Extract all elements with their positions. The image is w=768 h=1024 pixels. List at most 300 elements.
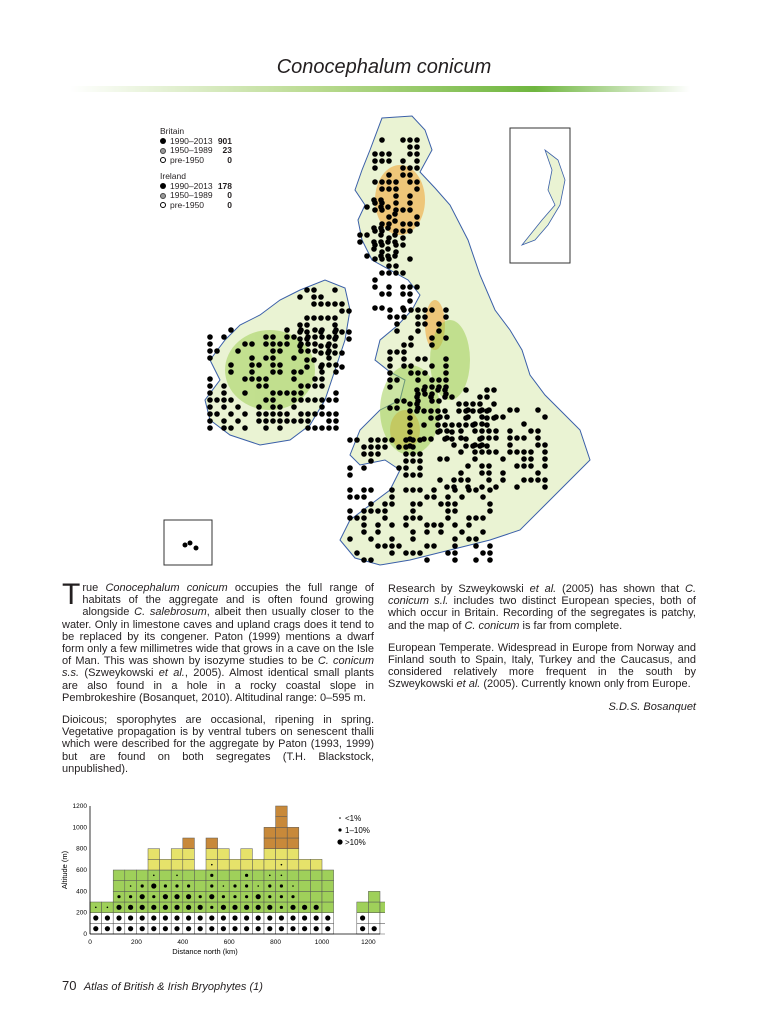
record-dot — [521, 435, 527, 441]
record-dot — [319, 383, 325, 389]
occupancy-dot — [221, 926, 226, 931]
record-dot — [305, 348, 311, 354]
record-dot — [379, 270, 385, 276]
record-dot — [298, 411, 304, 417]
record-dot — [277, 418, 283, 424]
record-dot — [375, 522, 381, 528]
occupancy-dot — [209, 915, 214, 920]
record-dot — [263, 334, 269, 340]
record-dot — [382, 501, 388, 507]
occupancy-dot — [314, 905, 319, 910]
record-dot — [417, 437, 423, 443]
record-dot — [277, 341, 283, 347]
record-dot — [473, 487, 479, 493]
record-dot — [445, 515, 451, 521]
record-dot — [387, 356, 393, 362]
record-dot — [228, 362, 234, 368]
record-dot — [361, 522, 367, 528]
record-dot — [500, 470, 506, 476]
record-dot — [410, 458, 416, 464]
record-dot — [436, 328, 442, 334]
record-dot — [443, 377, 449, 383]
record-dot — [379, 186, 385, 192]
page-title: Conocephalum conicum — [276, 56, 492, 78]
record-dot — [445, 494, 451, 500]
record-dot — [312, 425, 318, 431]
record-dot — [528, 463, 534, 469]
occupancy-dot — [360, 915, 365, 920]
record-dot — [297, 322, 303, 328]
altitude-cell — [218, 859, 230, 870]
record-dot — [507, 428, 513, 434]
x-tick-label: 0 — [88, 939, 92, 946]
occupancy-dot — [163, 894, 168, 899]
occupancy-dot — [174, 905, 179, 910]
record-dot — [221, 397, 227, 403]
record-dot — [400, 207, 406, 213]
record-dot — [221, 404, 227, 410]
record-dot — [473, 536, 479, 542]
record-dot — [319, 411, 325, 417]
record-dot — [400, 235, 406, 241]
record-dot — [403, 550, 409, 556]
record-dot — [443, 314, 449, 320]
record-dot — [387, 349, 393, 355]
record-dot — [304, 364, 310, 370]
altitude-cell — [206, 849, 218, 860]
record-dot — [339, 329, 345, 335]
record-dot — [386, 270, 392, 276]
record-dot — [368, 508, 374, 514]
record-dot — [361, 557, 367, 563]
record-dot — [528, 449, 534, 455]
record-dot — [387, 363, 393, 369]
y-tick-label: 200 — [76, 909, 87, 917]
record-dot — [442, 394, 448, 400]
record-dot — [428, 408, 434, 414]
record-dot — [414, 387, 420, 393]
occupancy-dot — [211, 864, 213, 866]
occupancy-dot — [233, 895, 236, 898]
y-axis-label: Altitude (m) — [60, 850, 69, 890]
record-dot — [408, 370, 414, 376]
record-dot — [333, 369, 339, 375]
record-dot — [507, 442, 513, 448]
record-dot — [480, 494, 486, 500]
record-dot — [270, 348, 276, 354]
record-dot — [410, 536, 416, 542]
record-dot — [235, 348, 241, 354]
record-dot — [466, 536, 472, 542]
record-dot — [389, 522, 395, 528]
record-dot — [486, 428, 492, 434]
record-dot — [333, 411, 339, 417]
occupancy-dot — [244, 905, 249, 910]
record-dot — [372, 158, 378, 164]
occupancy-dot — [186, 926, 191, 931]
record-dot — [408, 307, 414, 313]
x-tick-label: 1000 — [314, 939, 330, 946]
altitude-cell — [171, 859, 183, 870]
record-dot — [298, 397, 304, 403]
occupancy-dot — [244, 915, 249, 920]
record-dot — [414, 408, 420, 414]
record-dot — [400, 221, 406, 227]
record-dot — [403, 437, 409, 443]
record-dot — [372, 284, 378, 290]
record-dot — [207, 348, 213, 354]
record-dot — [214, 411, 220, 417]
record-dot — [339, 308, 345, 314]
record-dot — [270, 404, 276, 410]
record-dot — [535, 442, 541, 448]
record-dot — [445, 550, 451, 556]
record-dot — [422, 356, 428, 362]
record-dot — [256, 404, 262, 410]
record-dot — [368, 451, 374, 457]
record-dot — [347, 515, 353, 521]
record-dot — [304, 287, 310, 293]
record-dot — [486, 463, 492, 469]
record-dot — [270, 397, 276, 403]
altitude-cell — [160, 859, 172, 870]
record-dot — [407, 179, 413, 185]
record-dot — [318, 350, 324, 356]
record-dot — [318, 294, 324, 300]
occupancy-dot — [198, 926, 203, 931]
record-dot — [318, 364, 324, 370]
record-dot — [311, 315, 317, 321]
record-dot — [542, 449, 548, 455]
record-dot — [444, 435, 450, 441]
record-dot — [410, 472, 416, 478]
occupancy-dot — [130, 885, 132, 887]
altitude-cell — [299, 859, 311, 870]
altitude-cell — [380, 913, 385, 924]
record-dot — [277, 411, 283, 417]
record-dot — [438, 522, 444, 528]
record-dot — [284, 341, 290, 347]
author-credit: S.D.S. Bosanquet — [608, 700, 696, 713]
occupancy-dot — [256, 894, 261, 899]
record-dot — [242, 341, 248, 347]
record-dot — [368, 557, 374, 563]
record-dot — [417, 515, 423, 521]
altitude-cell — [264, 849, 276, 860]
record-dot — [521, 463, 527, 469]
record-dot — [452, 501, 458, 507]
record-dot — [263, 418, 269, 424]
altitude-cell — [287, 827, 299, 838]
record-dot — [466, 487, 472, 493]
altitude-cell — [148, 849, 160, 860]
record-dot — [493, 414, 499, 420]
record-dot — [228, 425, 234, 431]
record-dot — [452, 550, 458, 556]
record-dot — [375, 543, 381, 549]
chart-legend-label: >10% — [345, 838, 366, 847]
occupancy-dot — [198, 905, 203, 910]
record-dot — [291, 369, 297, 375]
record-dot — [256, 411, 262, 417]
record-dot — [415, 314, 421, 320]
altitude-cell — [264, 838, 276, 849]
record-dot — [312, 334, 318, 340]
record-dot — [452, 543, 458, 549]
record-dot — [393, 200, 399, 206]
record-dot — [479, 421, 485, 427]
record-dot — [452, 522, 458, 528]
record-dot — [436, 377, 442, 383]
record-dot — [256, 376, 262, 382]
altitude-cell — [194, 881, 206, 892]
record-dot — [424, 557, 430, 563]
record-dot — [528, 456, 534, 462]
altitude-cell — [322, 891, 334, 902]
record-dot — [435, 408, 441, 414]
record-dot — [354, 515, 360, 521]
record-dot — [408, 363, 414, 369]
record-dot — [414, 401, 420, 407]
record-dot — [514, 463, 520, 469]
record-dot — [542, 484, 548, 490]
occupancy-dot — [245, 884, 248, 887]
record-dot — [401, 342, 407, 348]
record-dot — [472, 421, 478, 427]
record-dot — [277, 362, 283, 368]
record-dot — [332, 315, 338, 321]
record-dot — [393, 263, 399, 269]
record-dot — [521, 449, 527, 455]
record-dot — [284, 334, 290, 340]
record-dot — [319, 334, 325, 340]
record-dot — [493, 435, 499, 441]
occupancy-dot — [174, 894, 179, 899]
record-dot — [298, 369, 304, 375]
record-dot — [284, 418, 290, 424]
record-dot — [312, 341, 318, 347]
record-dot — [442, 408, 448, 414]
record-dot — [463, 401, 469, 407]
altitude-cell — [287, 838, 299, 849]
altitude-cell — [276, 849, 288, 860]
record-dot — [277, 348, 283, 354]
record-dot — [466, 515, 472, 521]
record-dot — [415, 370, 421, 376]
record-dot — [393, 270, 399, 276]
record-dot — [392, 211, 398, 217]
record-dot — [270, 334, 276, 340]
record-dot — [500, 456, 506, 462]
record-dot — [385, 225, 391, 231]
record-dot — [387, 307, 393, 313]
legend-ireland-heading: Ireland — [160, 171, 186, 181]
altitude-cell — [276, 827, 288, 838]
occupancy-dot — [174, 926, 179, 931]
record-dot — [270, 355, 276, 361]
record-dot — [424, 529, 430, 535]
altitude-cell — [183, 859, 195, 870]
record-dot — [465, 414, 471, 420]
record-dot — [368, 501, 374, 507]
record-dot — [452, 557, 458, 563]
record-dot — [437, 456, 443, 462]
record-dot — [357, 239, 363, 245]
record-dot — [459, 529, 465, 535]
occupancy-dot — [221, 915, 226, 920]
record-dot — [542, 414, 548, 420]
record-dot — [445, 508, 451, 514]
occupancy-dot — [372, 926, 377, 931]
record-dot — [428, 415, 434, 421]
record-dot — [473, 557, 479, 563]
record-dot — [400, 270, 406, 276]
record-dot — [465, 477, 471, 483]
record-dot — [400, 291, 406, 297]
record-dot — [415, 321, 421, 327]
record-dot — [387, 384, 393, 390]
record-dot — [270, 341, 276, 347]
record-dot — [407, 256, 413, 262]
record-dot — [368, 437, 374, 443]
record-dot — [339, 364, 345, 370]
altitude-cell — [322, 870, 334, 881]
record-dot — [325, 315, 331, 321]
occupancy-dot — [290, 905, 295, 910]
occupancy-dot — [176, 875, 178, 877]
occupancy-dot — [256, 905, 261, 910]
occupancy-dot — [140, 915, 145, 920]
record-dot — [277, 369, 283, 375]
record-dot — [386, 263, 392, 269]
record-dot — [429, 342, 435, 348]
record-dot — [382, 508, 388, 514]
record-dot — [386, 172, 392, 178]
record-dot — [449, 394, 455, 400]
record-dot — [472, 456, 478, 462]
record-dot — [401, 314, 407, 320]
record-dot — [435, 422, 441, 428]
record-dot — [347, 508, 353, 514]
record-dot — [256, 362, 262, 368]
record-dot — [410, 437, 416, 443]
occupancy-dot — [140, 905, 145, 910]
occupancy-dot — [244, 926, 249, 931]
record-dot — [535, 407, 541, 413]
record-dot — [325, 350, 331, 356]
altitude-cell — [368, 902, 380, 913]
record-dot — [521, 421, 527, 427]
occupancy-dot — [199, 895, 202, 898]
record-dot — [332, 287, 338, 293]
record-dot — [473, 543, 479, 549]
altitude-cell — [264, 827, 276, 838]
record-dot — [421, 422, 427, 428]
record-dot — [361, 529, 367, 535]
occupancy-dot — [116, 926, 121, 931]
record-dot — [401, 363, 407, 369]
record-dot — [305, 383, 311, 389]
record-dot — [458, 428, 464, 434]
record-dot — [354, 550, 360, 556]
record-dot — [422, 307, 428, 313]
record-dot — [466, 522, 472, 528]
altitude-cell — [310, 859, 322, 870]
record-dot — [207, 425, 213, 431]
record-dot — [403, 515, 409, 521]
record-dot — [214, 348, 220, 354]
occupancy-dot — [210, 884, 213, 887]
record-dot — [422, 321, 428, 327]
record-dot — [444, 484, 450, 490]
record-dot — [207, 404, 213, 410]
record-dot — [382, 543, 388, 549]
altitude-cell — [113, 870, 125, 881]
record-dot — [417, 550, 423, 556]
record-dot — [463, 422, 469, 428]
chart-legend-dot — [338, 828, 341, 831]
occupancy-dot — [140, 894, 145, 899]
occupancy-dot — [233, 884, 236, 887]
record-dot — [332, 301, 338, 307]
legend-row: 1950–1989 0 — [160, 191, 232, 201]
record-dot — [459, 494, 465, 500]
record-dot — [242, 425, 248, 431]
title-rule — [70, 86, 690, 92]
record-dot — [429, 384, 435, 390]
record-dot — [424, 494, 430, 500]
record-dot — [346, 336, 352, 342]
occupancy-dot — [153, 875, 155, 877]
record-dot — [407, 221, 413, 227]
record-dot — [407, 151, 413, 157]
record-dot — [386, 179, 392, 185]
record-dot — [347, 536, 353, 542]
occupancy-dot — [268, 895, 271, 898]
record-dot — [291, 376, 297, 382]
record-dot — [312, 376, 318, 382]
occupancy-dot — [93, 926, 98, 931]
occupancy-dot — [186, 915, 191, 920]
record-dot — [228, 327, 234, 333]
record-dot — [507, 435, 513, 441]
record-dot — [270, 418, 276, 424]
footer-title: Atlas of British & Irish Bryophytes (1) — [83, 981, 263, 993]
record-dot — [396, 543, 402, 549]
occupancy-dot — [223, 885, 225, 887]
altitude-cell — [276, 806, 288, 817]
record-dot — [263, 383, 269, 389]
record-dot — [410, 444, 416, 450]
occupancy-dot — [174, 915, 179, 920]
record-dot — [325, 301, 331, 307]
record-dot — [221, 390, 227, 396]
record-dot — [298, 390, 304, 396]
record-dot — [214, 397, 220, 403]
altitude-cell — [171, 849, 183, 860]
record-dot — [487, 508, 493, 514]
occupancy-dot — [279, 926, 284, 931]
record-dot — [470, 408, 476, 414]
record-dot — [368, 444, 374, 450]
occupancy-dot — [128, 915, 133, 920]
record-dot — [375, 444, 381, 450]
record-dot — [371, 225, 377, 231]
record-dot — [291, 418, 297, 424]
record-dot — [429, 377, 435, 383]
record-dot — [410, 550, 416, 556]
record-dot — [403, 487, 409, 493]
